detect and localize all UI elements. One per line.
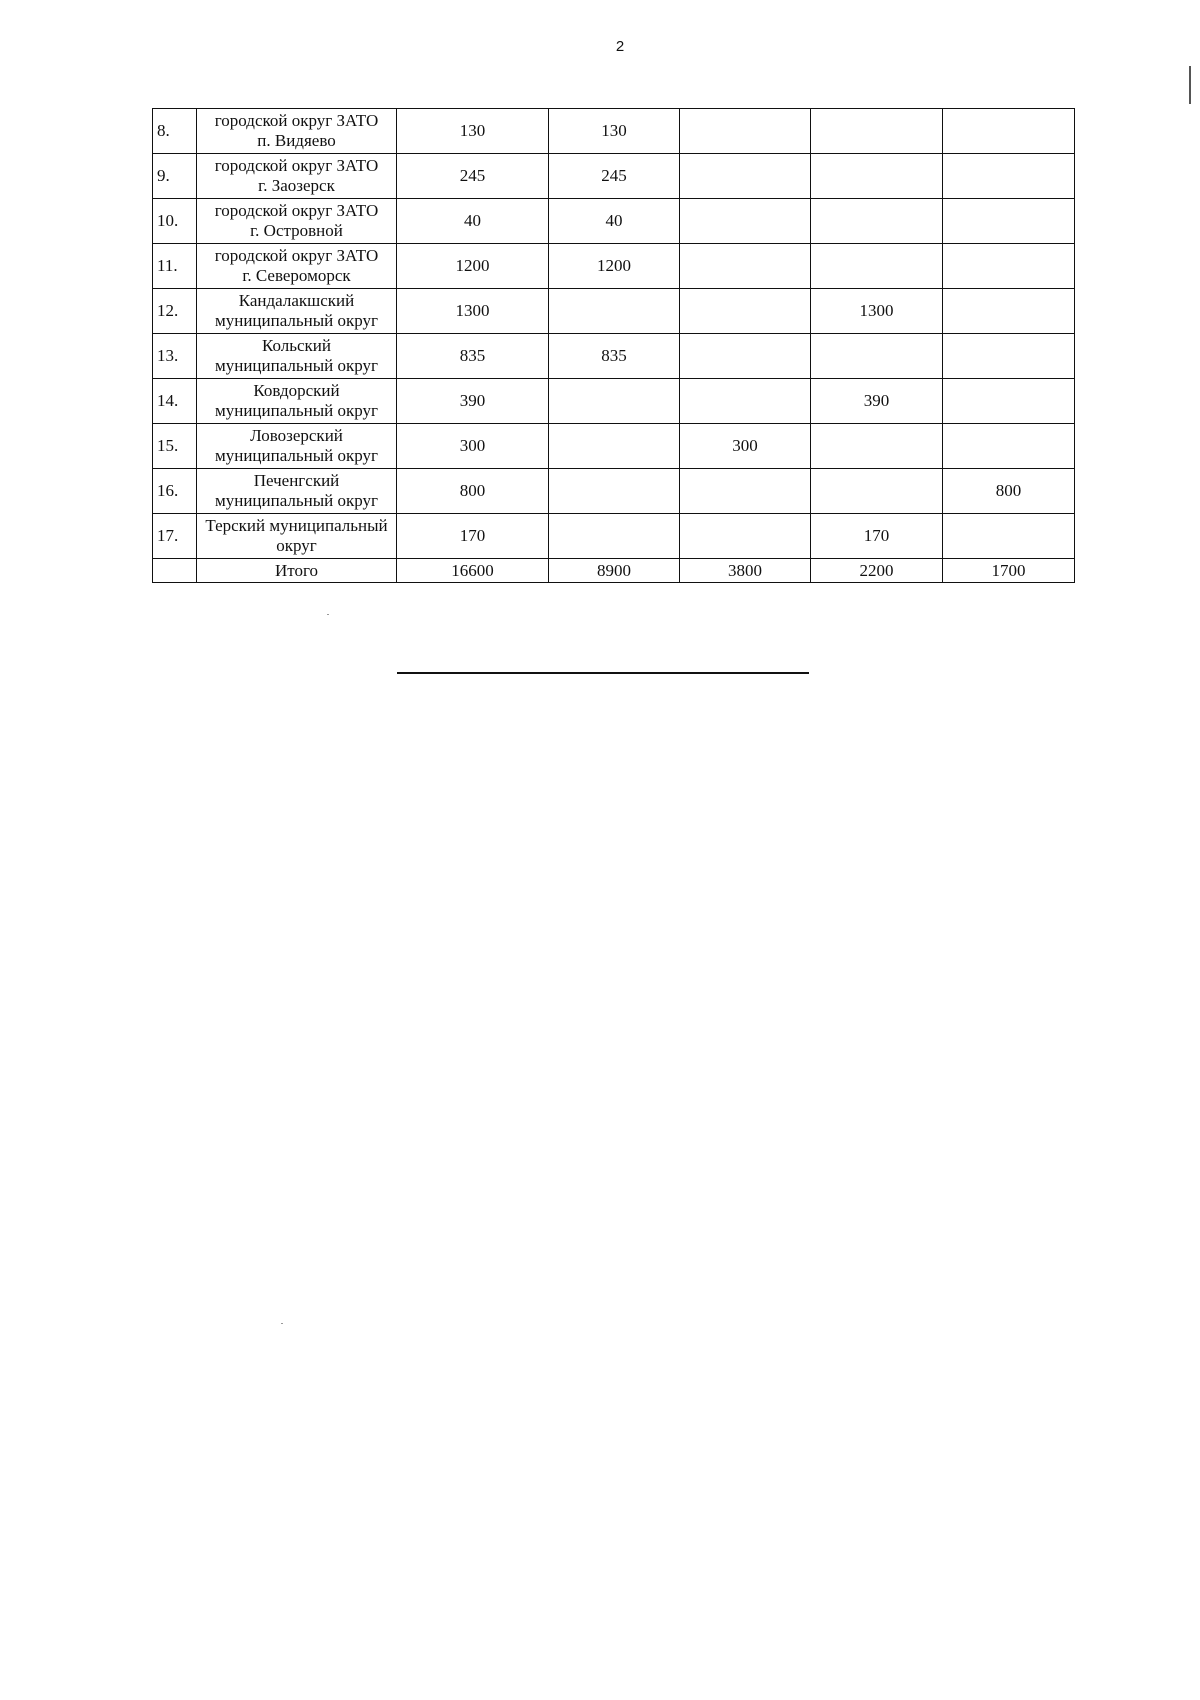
cell-col-3 [811, 199, 943, 244]
cell-col-1 [549, 379, 680, 424]
name-line: городской округ ЗАТО [214, 246, 379, 265]
cell-col-1: 40 [549, 199, 680, 244]
table-row [153, 109, 1075, 154]
row-number: 17. [153, 514, 197, 559]
name-line: муниципальный округ [214, 401, 379, 420]
table-row [153, 154, 1075, 199]
cell-col-2 [680, 334, 811, 379]
municipality-name [197, 424, 397, 469]
name-line: муниципальный округ [214, 311, 379, 330]
cell-col-1: 1200 [549, 244, 680, 289]
cell-col-4 [943, 379, 1075, 424]
cell-col-3 [811, 109, 943, 154]
cell-col-1 [549, 424, 680, 469]
closing-rule [397, 672, 809, 674]
municipality-name [197, 379, 397, 424]
municipality-name [197, 199, 397, 244]
row-number [153, 559, 197, 583]
municipality-name [197, 109, 397, 154]
table-row [153, 514, 1075, 559]
municipality-name [197, 469, 397, 514]
row-number: 16. [153, 469, 197, 514]
cell-col-2 [680, 379, 811, 424]
cell-col-4 [943, 334, 1075, 379]
name-line: Печенгский [253, 471, 340, 490]
name-line: муниципальный округ [214, 446, 379, 465]
cell-col-3 [811, 469, 943, 514]
name-line: муниципальный округ [214, 491, 379, 510]
municipality-name [197, 244, 397, 289]
row-number: 14. [153, 379, 197, 424]
table-row [153, 199, 1075, 244]
cell-col-1 [549, 514, 680, 559]
cell-col-4: 800 [943, 469, 1075, 514]
cell-col-1 [549, 289, 680, 334]
cell-col-4 [943, 514, 1075, 559]
cell-col-2 [680, 154, 811, 199]
cell-col-2 [680, 289, 811, 334]
cell-col-2: 300 [680, 424, 811, 469]
table-row [153, 379, 1075, 424]
table-row [153, 244, 1075, 289]
scan-edge-mark [1189, 66, 1191, 104]
cell-col-1 [549, 469, 680, 514]
cell-col-2 [680, 514, 811, 559]
cell-col-3 [811, 334, 943, 379]
page-number: 2 [615, 38, 625, 55]
row-number: 15. [153, 424, 197, 469]
grand-total: 16600 [397, 559, 549, 583]
total-col-3: 2200 [811, 559, 943, 583]
row-number: 10. [153, 199, 197, 244]
cell-col-1: 245 [549, 154, 680, 199]
cell-col-3 [811, 244, 943, 289]
cell-col-4 [943, 199, 1075, 244]
table-row [153, 424, 1075, 469]
totals-label: Итого [197, 559, 397, 583]
name-line: муниципальный округ [214, 356, 379, 375]
cell-col-4 [943, 424, 1075, 469]
name-line: округ [276, 536, 317, 555]
table-row [153, 289, 1075, 334]
name-line: городской округ ЗАТО [214, 201, 379, 220]
municipality-name [197, 334, 397, 379]
cell-total: 130 [397, 109, 549, 154]
scan-speck [281, 1323, 283, 1324]
cell-col-1: 835 [549, 334, 680, 379]
scan-speck [327, 614, 329, 615]
name-line: Кольский [261, 336, 331, 355]
name-line: городской округ ЗАТО [214, 156, 379, 175]
name-line: г. Заозерск [258, 176, 335, 195]
total-col-1: 8900 [549, 559, 680, 583]
cell-total: 1200 [397, 244, 549, 289]
cell-total: 390 [397, 379, 549, 424]
cell-col-4 [943, 154, 1075, 199]
totals-row [153, 559, 1075, 583]
cell-col-3 [811, 424, 943, 469]
cell-total: 1300 [397, 289, 549, 334]
cell-total: 800 [397, 469, 549, 514]
total-col-4: 1700 [943, 559, 1075, 583]
allocation-table [152, 108, 1075, 583]
cell-total: 245 [397, 154, 549, 199]
municipality-name [197, 154, 397, 199]
name-line: г. Островной [250, 221, 343, 240]
name-line: Ковдорский [253, 381, 340, 400]
cell-col-3: 1300 [811, 289, 943, 334]
cell-total: 835 [397, 334, 549, 379]
name-line: Ловозерский [250, 426, 343, 445]
name-line: г. Североморск [242, 266, 351, 285]
table-row [153, 334, 1075, 379]
cell-total: 40 [397, 199, 549, 244]
row-number: 11. [153, 244, 197, 289]
name-line: Терский муниципальный [205, 516, 388, 535]
cell-col-3: 170 [811, 514, 943, 559]
cell-col-3: 390 [811, 379, 943, 424]
name-line: городской округ ЗАТО [214, 111, 379, 130]
municipality-name [197, 514, 397, 559]
row-number: 12. [153, 289, 197, 334]
total-col-2: 3800 [680, 559, 811, 583]
cell-col-4 [943, 109, 1075, 154]
cell-col-4 [943, 289, 1075, 334]
cell-total: 300 [397, 424, 549, 469]
cell-col-2 [680, 244, 811, 289]
cell-col-2 [680, 109, 811, 154]
cell-col-1: 130 [549, 109, 680, 154]
cell-col-3 [811, 154, 943, 199]
cell-col-2 [680, 199, 811, 244]
row-number: 8. [153, 109, 197, 154]
row-number: 9. [153, 154, 197, 199]
cell-total: 170 [397, 514, 549, 559]
cell-col-2 [680, 469, 811, 514]
table-row [153, 469, 1075, 514]
name-line: п. Видяево [257, 131, 336, 150]
municipality-name [197, 289, 397, 334]
name-line: Кандалакшский [238, 291, 355, 310]
cell-col-4 [943, 244, 1075, 289]
row-number: 13. [153, 334, 197, 379]
